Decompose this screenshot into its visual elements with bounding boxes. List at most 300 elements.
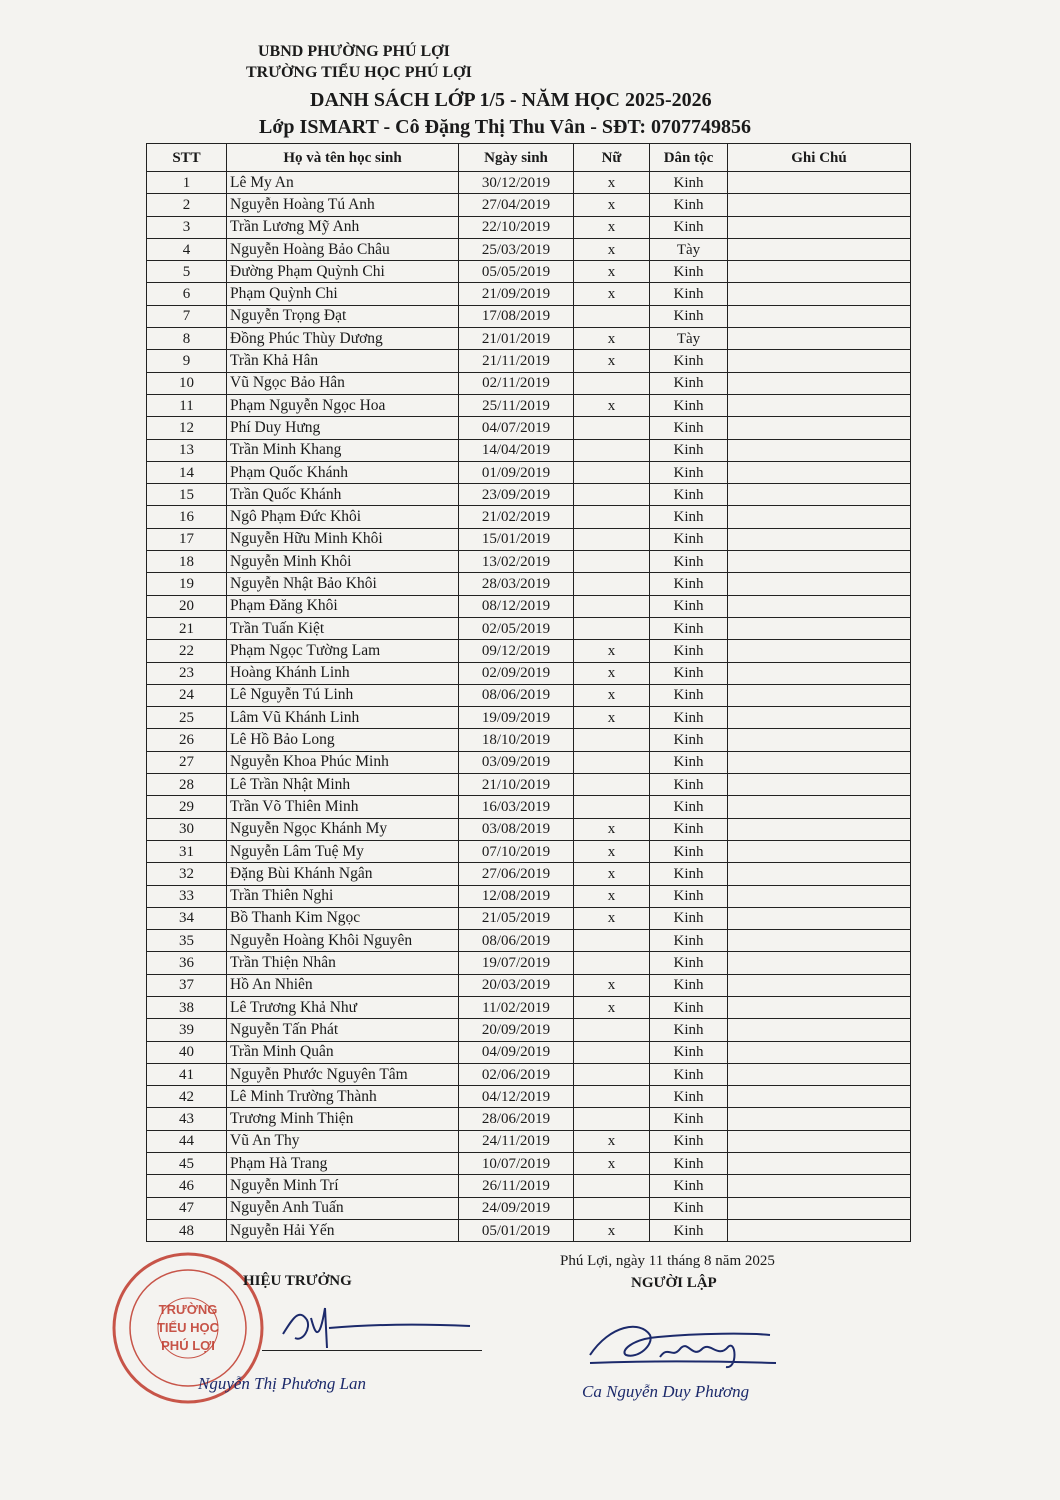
row-female-mark: x (574, 216, 650, 238)
row-ethnicity: Kinh (650, 1153, 728, 1175)
row-note (728, 996, 911, 1018)
row-student-name: Lâm Vũ Khánh Linh (227, 707, 459, 729)
row-stt: 37 (147, 974, 227, 996)
table-row (147, 1041, 911, 1063)
row-dob: 27/04/2019 (459, 194, 574, 216)
table-row (147, 595, 911, 617)
row-dob: 22/10/2019 (459, 216, 574, 238)
row-note (728, 952, 911, 974)
table-row (147, 1197, 911, 1219)
row-ethnicity: Kinh (650, 863, 728, 885)
row-ethnicity: Kinh (650, 439, 728, 461)
row-ethnicity: Kinh (650, 996, 728, 1018)
row-note (728, 729, 911, 751)
row-note (728, 350, 911, 372)
table-row (147, 394, 911, 416)
row-student-name: Nguyễn Ngọc Khánh My (227, 818, 459, 840)
row-dob: 13/02/2019 (459, 551, 574, 573)
row-dob: 23/09/2019 (459, 484, 574, 506)
row-stt: 2 (147, 194, 227, 216)
row-stt: 45 (147, 1153, 227, 1175)
row-stt: 26 (147, 729, 227, 751)
table-row (147, 506, 911, 528)
row-female-mark (574, 305, 650, 327)
row-note (728, 394, 911, 416)
row-note (728, 863, 911, 885)
document-title: DANH SÁCH LỚP 1/5 - NĂM HỌC 2025-2026 (310, 89, 712, 111)
row-ethnicity: Kinh (650, 640, 728, 662)
row-female-mark: x (574, 238, 650, 260)
row-note (728, 818, 911, 840)
row-note (728, 1019, 911, 1041)
row-ethnicity: Kinh (650, 1019, 728, 1041)
row-student-name: Bồ Thanh Kim Ngọc (227, 907, 459, 929)
row-stt: 6 (147, 283, 227, 305)
row-note (728, 974, 911, 996)
row-stt: 8 (147, 328, 227, 350)
row-female-mark (574, 1086, 650, 1108)
preparer-signature (580, 1315, 780, 1375)
document-subtitle: Lớp ISMART - Cô Đặng Thị Thu Vân - SĐT: 0707749856 (259, 116, 751, 138)
row-stt: 29 (147, 796, 227, 818)
row-note (728, 216, 911, 238)
row-ethnicity: Kinh (650, 684, 728, 706)
row-student-name: Nguyễn Trọng Đạt (227, 305, 459, 327)
student-roster-table (146, 143, 911, 1242)
row-female-mark (574, 617, 650, 639)
row-dob: 15/01/2019 (459, 528, 574, 550)
row-dob: 28/03/2019 (459, 573, 574, 595)
row-female-mark: x (574, 707, 650, 729)
row-note (728, 283, 911, 305)
row-female-mark (574, 1019, 650, 1041)
row-dob: 12/08/2019 (459, 885, 574, 907)
row-female-mark (574, 952, 650, 974)
row-student-name: Nguyễn Tấn Phát (227, 1019, 459, 1041)
row-ethnicity: Kinh (650, 729, 728, 751)
principal-title: HIỆU TRƯỞNG (243, 1273, 352, 1289)
row-dob: 08/06/2019 (459, 684, 574, 706)
row-dob: 09/12/2019 (459, 640, 574, 662)
row-stt: 13 (147, 439, 227, 461)
row-note (728, 172, 911, 194)
row-ethnicity: Kinh (650, 1219, 728, 1241)
row-dob: 19/09/2019 (459, 707, 574, 729)
row-note (728, 751, 911, 773)
table-row (147, 684, 911, 706)
row-student-name: Phí Duy Hưng (227, 417, 459, 439)
row-note (728, 238, 911, 260)
row-female-mark (574, 417, 650, 439)
row-student-name: Trần Lương Mỹ Anh (227, 216, 459, 238)
row-dob: 10/07/2019 (459, 1153, 574, 1175)
row-note (728, 1175, 911, 1197)
row-female-mark (574, 1197, 650, 1219)
row-student-name: Nguyễn Hoàng Tú Anh (227, 194, 459, 216)
row-dob: 16/03/2019 (459, 796, 574, 818)
row-stt: 25 (147, 707, 227, 729)
row-stt: 33 (147, 885, 227, 907)
row-ethnicity: Kinh (650, 461, 728, 483)
row-dob: 27/06/2019 (459, 863, 574, 885)
row-student-name: Phạm Ngọc Tường Lam (227, 640, 459, 662)
row-student-name: Nguyễn Hoàng Bảo Châu (227, 238, 459, 260)
row-student-name: Hồ An Nhiên (227, 974, 459, 996)
row-student-name: Hoàng Khánh Linh (227, 662, 459, 684)
table-row (147, 484, 911, 506)
row-stt: 3 (147, 216, 227, 238)
table-row (147, 1108, 911, 1130)
row-student-name: Đặng Bùi Khánh Ngân (227, 863, 459, 885)
row-female-mark (574, 930, 650, 952)
table-row (147, 1219, 911, 1241)
table-row (147, 774, 911, 796)
table-row (147, 528, 911, 550)
column-header-ethnicity: Dân tộc (650, 144, 728, 172)
row-stt: 1 (147, 172, 227, 194)
column-header-dob: Ngày sinh (459, 144, 574, 172)
row-ethnicity: Kinh (650, 1041, 728, 1063)
row-student-name: Nguyễn Hải Yến (227, 1219, 459, 1241)
preparer-title: NGƯỜI LẬP (631, 1275, 717, 1291)
row-female-mark: x (574, 885, 650, 907)
table-row (147, 216, 911, 238)
row-ethnicity: Kinh (650, 1197, 728, 1219)
svg-text:TIỂU HỌC: TIỂU HỌC (156, 1320, 220, 1335)
row-female-mark (574, 372, 650, 394)
row-ethnicity: Kinh (650, 194, 728, 216)
row-female-mark: x (574, 907, 650, 929)
row-dob: 02/11/2019 (459, 372, 574, 394)
row-dob: 08/12/2019 (459, 595, 574, 617)
row-dob: 02/09/2019 (459, 662, 574, 684)
row-stt: 11 (147, 394, 227, 416)
table-row (147, 194, 911, 216)
row-stt: 39 (147, 1019, 227, 1041)
row-student-name: Đồng Phúc Thùy Dương (227, 328, 459, 350)
row-note (728, 1108, 911, 1130)
row-stt: 20 (147, 595, 227, 617)
row-ethnicity: Kinh (650, 172, 728, 194)
row-student-name: Vũ An Thy (227, 1130, 459, 1152)
row-note (728, 305, 911, 327)
row-note (728, 573, 911, 595)
row-ethnicity: Kinh (650, 528, 728, 550)
row-student-name: Lê Trương Khả Như (227, 996, 459, 1018)
row-stt: 44 (147, 1130, 227, 1152)
row-stt: 32 (147, 863, 227, 885)
row-student-name: Trần Khả Hân (227, 350, 459, 372)
table-row (147, 1175, 911, 1197)
row-female-mark: x (574, 684, 650, 706)
row-student-name: Lê Minh Trường Thành (227, 1086, 459, 1108)
row-note (728, 551, 911, 573)
row-ethnicity: Kinh (650, 662, 728, 684)
row-stt: 35 (147, 930, 227, 952)
row-student-name: Phạm Nguyễn Ngọc Hoa (227, 394, 459, 416)
row-female-mark (574, 1175, 650, 1197)
table-row (147, 818, 911, 840)
row-female-mark: x (574, 283, 650, 305)
table-row (147, 283, 911, 305)
row-dob: 17/08/2019 (459, 305, 574, 327)
row-ethnicity: Kinh (650, 394, 728, 416)
table-row (147, 1130, 911, 1152)
row-ethnicity: Kinh (650, 751, 728, 773)
row-dob: 21/02/2019 (459, 506, 574, 528)
row-stt: 16 (147, 506, 227, 528)
principal-name: Nguyễn Thị Phương Lan (198, 1374, 367, 1393)
row-female-mark (574, 1108, 650, 1130)
column-header-female: Nữ (574, 144, 650, 172)
table-row (147, 372, 911, 394)
row-stt: 12 (147, 417, 227, 439)
row-note (728, 506, 911, 528)
row-dob: 20/09/2019 (459, 1019, 574, 1041)
table-row (147, 662, 911, 684)
row-dob: 02/06/2019 (459, 1063, 574, 1085)
table-row (147, 840, 911, 862)
row-dob: 24/11/2019 (459, 1130, 574, 1152)
row-stt: 15 (147, 484, 227, 506)
table-row (147, 1019, 911, 1041)
row-dob: 03/09/2019 (459, 751, 574, 773)
row-student-name: Lê Nguyễn Tú Linh (227, 684, 459, 706)
row-ethnicity: Kinh (650, 1063, 728, 1085)
row-female-mark (574, 551, 650, 573)
row-ethnicity: Kinh (650, 907, 728, 929)
row-female-mark: x (574, 1219, 650, 1241)
table-row (147, 617, 911, 639)
row-dob: 21/11/2019 (459, 350, 574, 372)
row-dob: 02/05/2019 (459, 617, 574, 639)
row-dob: 04/07/2019 (459, 417, 574, 439)
row-female-mark (574, 1063, 650, 1085)
row-student-name: Lê Trần Nhật Minh (227, 774, 459, 796)
table-row (147, 261, 911, 283)
row-student-name: Lê My An (227, 172, 459, 194)
row-female-mark (574, 729, 650, 751)
row-note (728, 194, 911, 216)
row-dob: 28/06/2019 (459, 1108, 574, 1130)
row-stt: 46 (147, 1175, 227, 1197)
preparer-name: Ca Nguyễn Duy Phương (582, 1382, 750, 1401)
row-dob: 30/12/2019 (459, 172, 574, 194)
row-stt: 4 (147, 238, 227, 260)
row-dob: 26/11/2019 (459, 1175, 574, 1197)
table-row (147, 305, 911, 327)
row-student-name: Trương Minh Thiện (227, 1108, 459, 1130)
row-student-name: Phạm Đăng Khôi (227, 595, 459, 617)
table-row (147, 439, 911, 461)
row-stt: 14 (147, 461, 227, 483)
row-ethnicity: Kinh (650, 350, 728, 372)
row-note (728, 885, 911, 907)
row-dob: 21/09/2019 (459, 283, 574, 305)
principal-signature-line (262, 1350, 482, 1351)
row-female-mark (574, 796, 650, 818)
row-student-name: Trần Minh Quân (227, 1041, 459, 1063)
row-dob: 11/02/2019 (459, 996, 574, 1018)
row-ethnicity: Kinh (650, 974, 728, 996)
row-ethnicity: Kinh (650, 417, 728, 439)
row-ethnicity: Tày (650, 238, 728, 260)
row-female-mark (574, 484, 650, 506)
row-ethnicity: Kinh (650, 818, 728, 840)
row-female-mark (574, 1041, 650, 1063)
row-student-name: Nguyễn Minh Trí (227, 1175, 459, 1197)
row-female-mark (574, 461, 650, 483)
row-ethnicity: Kinh (650, 885, 728, 907)
row-ethnicity: Kinh (650, 1086, 728, 1108)
table-row (147, 863, 911, 885)
row-ethnicity: Kinh (650, 261, 728, 283)
table-row (147, 729, 911, 751)
row-stt: 5 (147, 261, 227, 283)
row-ethnicity: Kinh (650, 952, 728, 974)
row-dob: 08/06/2019 (459, 930, 574, 952)
row-ethnicity: Kinh (650, 305, 728, 327)
row-note (728, 640, 911, 662)
row-stt: 22 (147, 640, 227, 662)
table-row (147, 551, 911, 573)
svg-text:PHÚ LỢI: PHÚ LỢI (161, 1338, 215, 1353)
row-female-mark (574, 573, 650, 595)
table-header-row (147, 144, 911, 172)
principal-signature (255, 1298, 485, 1356)
row-ethnicity: Kinh (650, 595, 728, 617)
row-stt: 27 (147, 751, 227, 773)
row-dob: 20/03/2019 (459, 974, 574, 996)
table-row (147, 1153, 911, 1175)
row-stt: 19 (147, 573, 227, 595)
row-ethnicity: Kinh (650, 617, 728, 639)
table-row (147, 640, 911, 662)
org-line-school: TRƯỜNG TIỂU HỌC PHÚ LỢI (246, 64, 472, 81)
row-student-name: Nguyễn Hữu Minh Khôi (227, 528, 459, 550)
row-stt: 43 (147, 1108, 227, 1130)
row-dob: 25/03/2019 (459, 238, 574, 260)
row-dob: 05/05/2019 (459, 261, 574, 283)
row-ethnicity: Kinh (650, 930, 728, 952)
table-row (147, 328, 911, 350)
row-ethnicity: Kinh (650, 840, 728, 862)
row-student-name: Trần Thiên Nghi (227, 885, 459, 907)
row-dob: 03/08/2019 (459, 818, 574, 840)
table-row (147, 238, 911, 260)
row-stt: 31 (147, 840, 227, 862)
row-student-name: Phạm Quốc Khánh (227, 461, 459, 483)
row-ethnicity: Kinh (650, 1108, 728, 1130)
row-student-name: Nguyễn Nhật Bảo Khôi (227, 573, 459, 595)
row-female-mark: x (574, 640, 650, 662)
row-note (728, 1197, 911, 1219)
row-dob: 18/10/2019 (459, 729, 574, 751)
row-ethnicity: Kinh (650, 707, 728, 729)
row-note (728, 930, 911, 952)
row-student-name: Lê Hồ Bảo Long (227, 729, 459, 751)
row-student-name: Nguyễn Khoa Phúc Minh (227, 751, 459, 773)
row-ethnicity: Kinh (650, 1175, 728, 1197)
table-row (147, 350, 911, 372)
row-student-name: Đường Phạm Quỳnh Chi (227, 261, 459, 283)
row-note (728, 907, 911, 929)
row-dob: 19/07/2019 (459, 952, 574, 974)
row-female-mark: x (574, 1153, 650, 1175)
row-stt: 36 (147, 952, 227, 974)
table-row (147, 417, 911, 439)
row-student-name: Phạm Hà Trang (227, 1153, 459, 1175)
row-dob: 04/12/2019 (459, 1086, 574, 1108)
org-line-ward: UBND PHƯỜNG PHÚ LỢI (258, 43, 450, 60)
row-dob: 24/09/2019 (459, 1197, 574, 1219)
row-female-mark: x (574, 350, 650, 372)
row-note (728, 484, 911, 506)
row-ethnicity: Tày (650, 328, 728, 350)
row-note (728, 707, 911, 729)
row-student-name: Nguyễn Hoàng Khôi Nguyên (227, 930, 459, 952)
table-row (147, 930, 911, 952)
row-stt: 9 (147, 350, 227, 372)
table-row (147, 461, 911, 483)
column-header-stt: STT (147, 144, 227, 172)
table-row (147, 885, 911, 907)
row-note (728, 662, 911, 684)
table-row (147, 952, 911, 974)
row-stt: 42 (147, 1086, 227, 1108)
row-stt: 48 (147, 1219, 227, 1241)
row-ethnicity: Kinh (650, 1130, 728, 1152)
row-ethnicity: Kinh (650, 372, 728, 394)
row-ethnicity: Kinh (650, 506, 728, 528)
row-female-mark (574, 439, 650, 461)
table-row (147, 1086, 911, 1108)
row-dob: 01/09/2019 (459, 461, 574, 483)
row-ethnicity: Kinh (650, 774, 728, 796)
row-note (728, 796, 911, 818)
row-student-name: Nguyễn Anh Tuấn (227, 1197, 459, 1219)
row-ethnicity: Kinh (650, 573, 728, 595)
row-note (728, 461, 911, 483)
roster-body (147, 172, 911, 1242)
row-dob: 21/05/2019 (459, 907, 574, 929)
row-stt: 34 (147, 907, 227, 929)
table-row (147, 996, 911, 1018)
row-female-mark: x (574, 863, 650, 885)
row-stt: 41 (147, 1063, 227, 1085)
row-female-mark: x (574, 1130, 650, 1152)
row-note (728, 328, 911, 350)
row-female-mark (574, 528, 650, 550)
row-female-mark: x (574, 974, 650, 996)
row-female-mark (574, 751, 650, 773)
row-student-name: Vũ Ngọc Bảo Hân (227, 372, 459, 394)
row-stt: 28 (147, 774, 227, 796)
row-stt: 10 (147, 372, 227, 394)
row-female-mark (574, 595, 650, 617)
row-student-name: Nguyễn Lâm Tuệ My (227, 840, 459, 862)
row-ethnicity: Kinh (650, 283, 728, 305)
row-stt: 21 (147, 617, 227, 639)
row-dob: 25/11/2019 (459, 394, 574, 416)
row-note (728, 774, 911, 796)
svg-text:TRƯỜNG: TRƯỜNG (158, 1302, 218, 1317)
row-note (728, 1219, 911, 1241)
row-note (728, 1153, 911, 1175)
row-note (728, 1086, 911, 1108)
table-row (147, 573, 911, 595)
row-stt: 18 (147, 551, 227, 573)
